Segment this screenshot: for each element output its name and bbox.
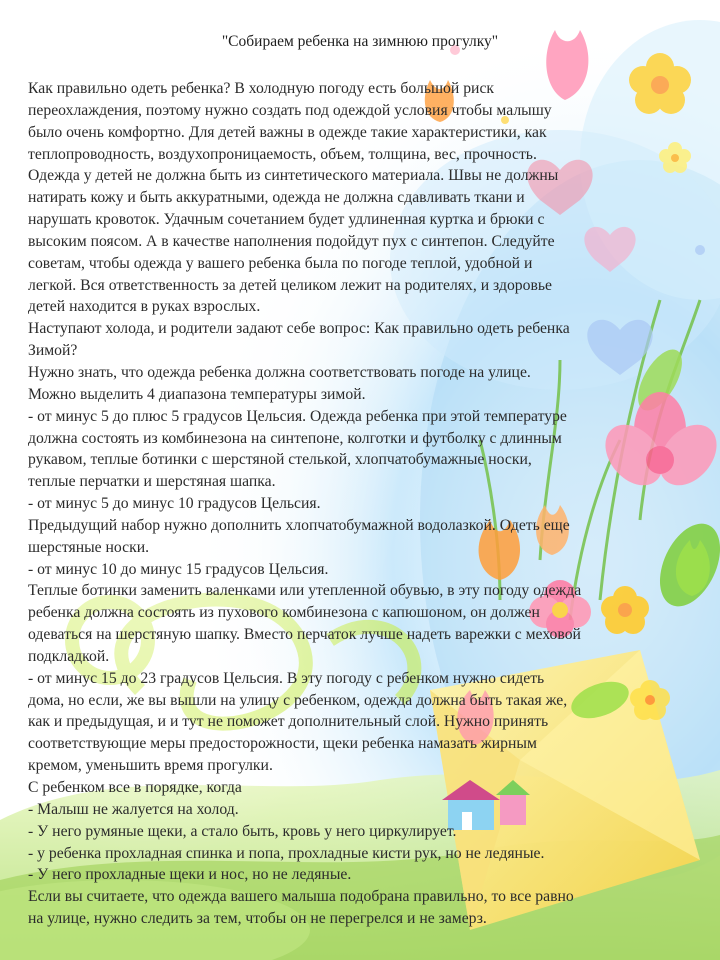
text-line: должна состоять из комбинезона на синтепоне, колготки и футболку с длинным <box>28 429 562 447</box>
text-line: соответствующие меры предосторожности, щеки ребенка намазать жирным <box>28 735 537 753</box>
text-line: как и предыдущая, и и тут не поможет дополнительный слой. Нужно принять <box>28 713 549 731</box>
text-line: было очень комфортно. Для детей важны в одежде такие характеристики, как <box>28 123 547 141</box>
text-line: Можно выделить 4 диапазона температуры зимой. <box>28 385 366 403</box>
text-line: - от минус 10 до минус 15 градусов Цельсия. <box>28 560 329 578</box>
text-line: кремом, уменьшить время прогулки. <box>28 757 273 775</box>
text-line: дома, но если, же вы вышли на улицу с ребенком, одежда должна быть такая же, <box>28 691 568 709</box>
text-line: подкладкой. <box>28 647 110 665</box>
text-line: Зимой? <box>28 342 78 360</box>
text-line: - Малыш не жалуется на холод. <box>28 800 239 818</box>
text-line: Предыдущий набор нужно дополнить хлопчатобумажной водолазкой. Одеть еще <box>28 516 570 534</box>
text-line: Наступают холода, и родители задают себе вопрос: Как правильно одеть ребенка <box>28 320 570 338</box>
text-line: высоким поясом. А в качестве наполнения подойдут пух с синтепон. Следуйте <box>28 232 555 250</box>
text-line: шерстяные носки. <box>28 538 150 556</box>
text-line: натирать кожу и быть аккуратными, одежда не должна сдавливать ткани и <box>28 189 525 207</box>
text-line: - от минус 5 до минус 10 градусов Цельсия. <box>28 495 321 513</box>
text-line: переохлаждения, поэтому нужно создать под одеждой условия чтобы малышу <box>28 101 552 119</box>
text-line: одеваться на шерстяную шапку. Вместо перчаток лучше надеть варежки с меховой <box>28 626 581 644</box>
text-line: теплопроводность, воздухопроницаемость, объем, толщина, вес, прочность. <box>28 145 537 163</box>
text-line: - У него прохладные щеки и нос, но не ледяные. <box>28 866 352 884</box>
text-line: детей находится в руках взрослых. <box>28 298 261 316</box>
text-line: Нужно знать, что одежда ребенка должна соответствовать погоде на улице. <box>28 363 531 381</box>
text-line: Если вы считаете, что одежда вашего малыша подобрана правильно, то все равно <box>28 888 574 906</box>
text-line: советам, чтобы одежда у вашего ребенка была по погоде теплой, удобной и <box>28 254 533 272</box>
text-line: на улице, нужно следить за тем, чтобы он не перегрелся и не замерз. <box>28 910 487 928</box>
text-line: теплые перчатки и шерстяная шапка. <box>28 473 276 491</box>
document-title: "Собираем ребенка на зимнюю прогулку" <box>221 33 499 50</box>
text-line: легкой. Вся ответственность за детей целиком лежит на родителях, и здоровье <box>28 276 553 294</box>
text-line: ребенка должна состоять из пухового комбинезона с капюшоном, он должен <box>28 604 540 622</box>
text-line: - У него румяные щеки, а стало быть, кровь у него циркулирует. <box>28 822 457 840</box>
document-body <box>28 78 708 930</box>
text-line: Теплые ботинки заменить валенками или утепленной обувью, в эту погоду одежда <box>28 582 582 600</box>
text-line: нарушать кровоток. Удачным сочетанием будет удлиненная куртка и брюки с <box>28 211 545 229</box>
text-line: С ребенком все в порядке, когда <box>28 779 242 796</box>
text-line: рукавом, теплые ботинки с шерстяной стелькой, хлопчатобумажные носки, <box>28 451 532 469</box>
text-line: - от минус 15 до 23 градусов Цельсия. В эту погоду с ребенком нужно сидеть <box>28 669 545 687</box>
text-line: Одежда у детей не должна быть из синтетического материала. Швы не должны <box>28 167 559 185</box>
text-line: Как правильно одеть ребенка? В холодную погоду есть большой риск <box>28 80 495 97</box>
text-line: - у ребенка прохладная спинка и попа, прохладные кисти рук, но не ледяные. <box>28 844 545 862</box>
text-line: - от минус 5 до плюс 5 градусов Цельсия. Одежда ребенка при этой температуре <box>28 407 567 425</box>
